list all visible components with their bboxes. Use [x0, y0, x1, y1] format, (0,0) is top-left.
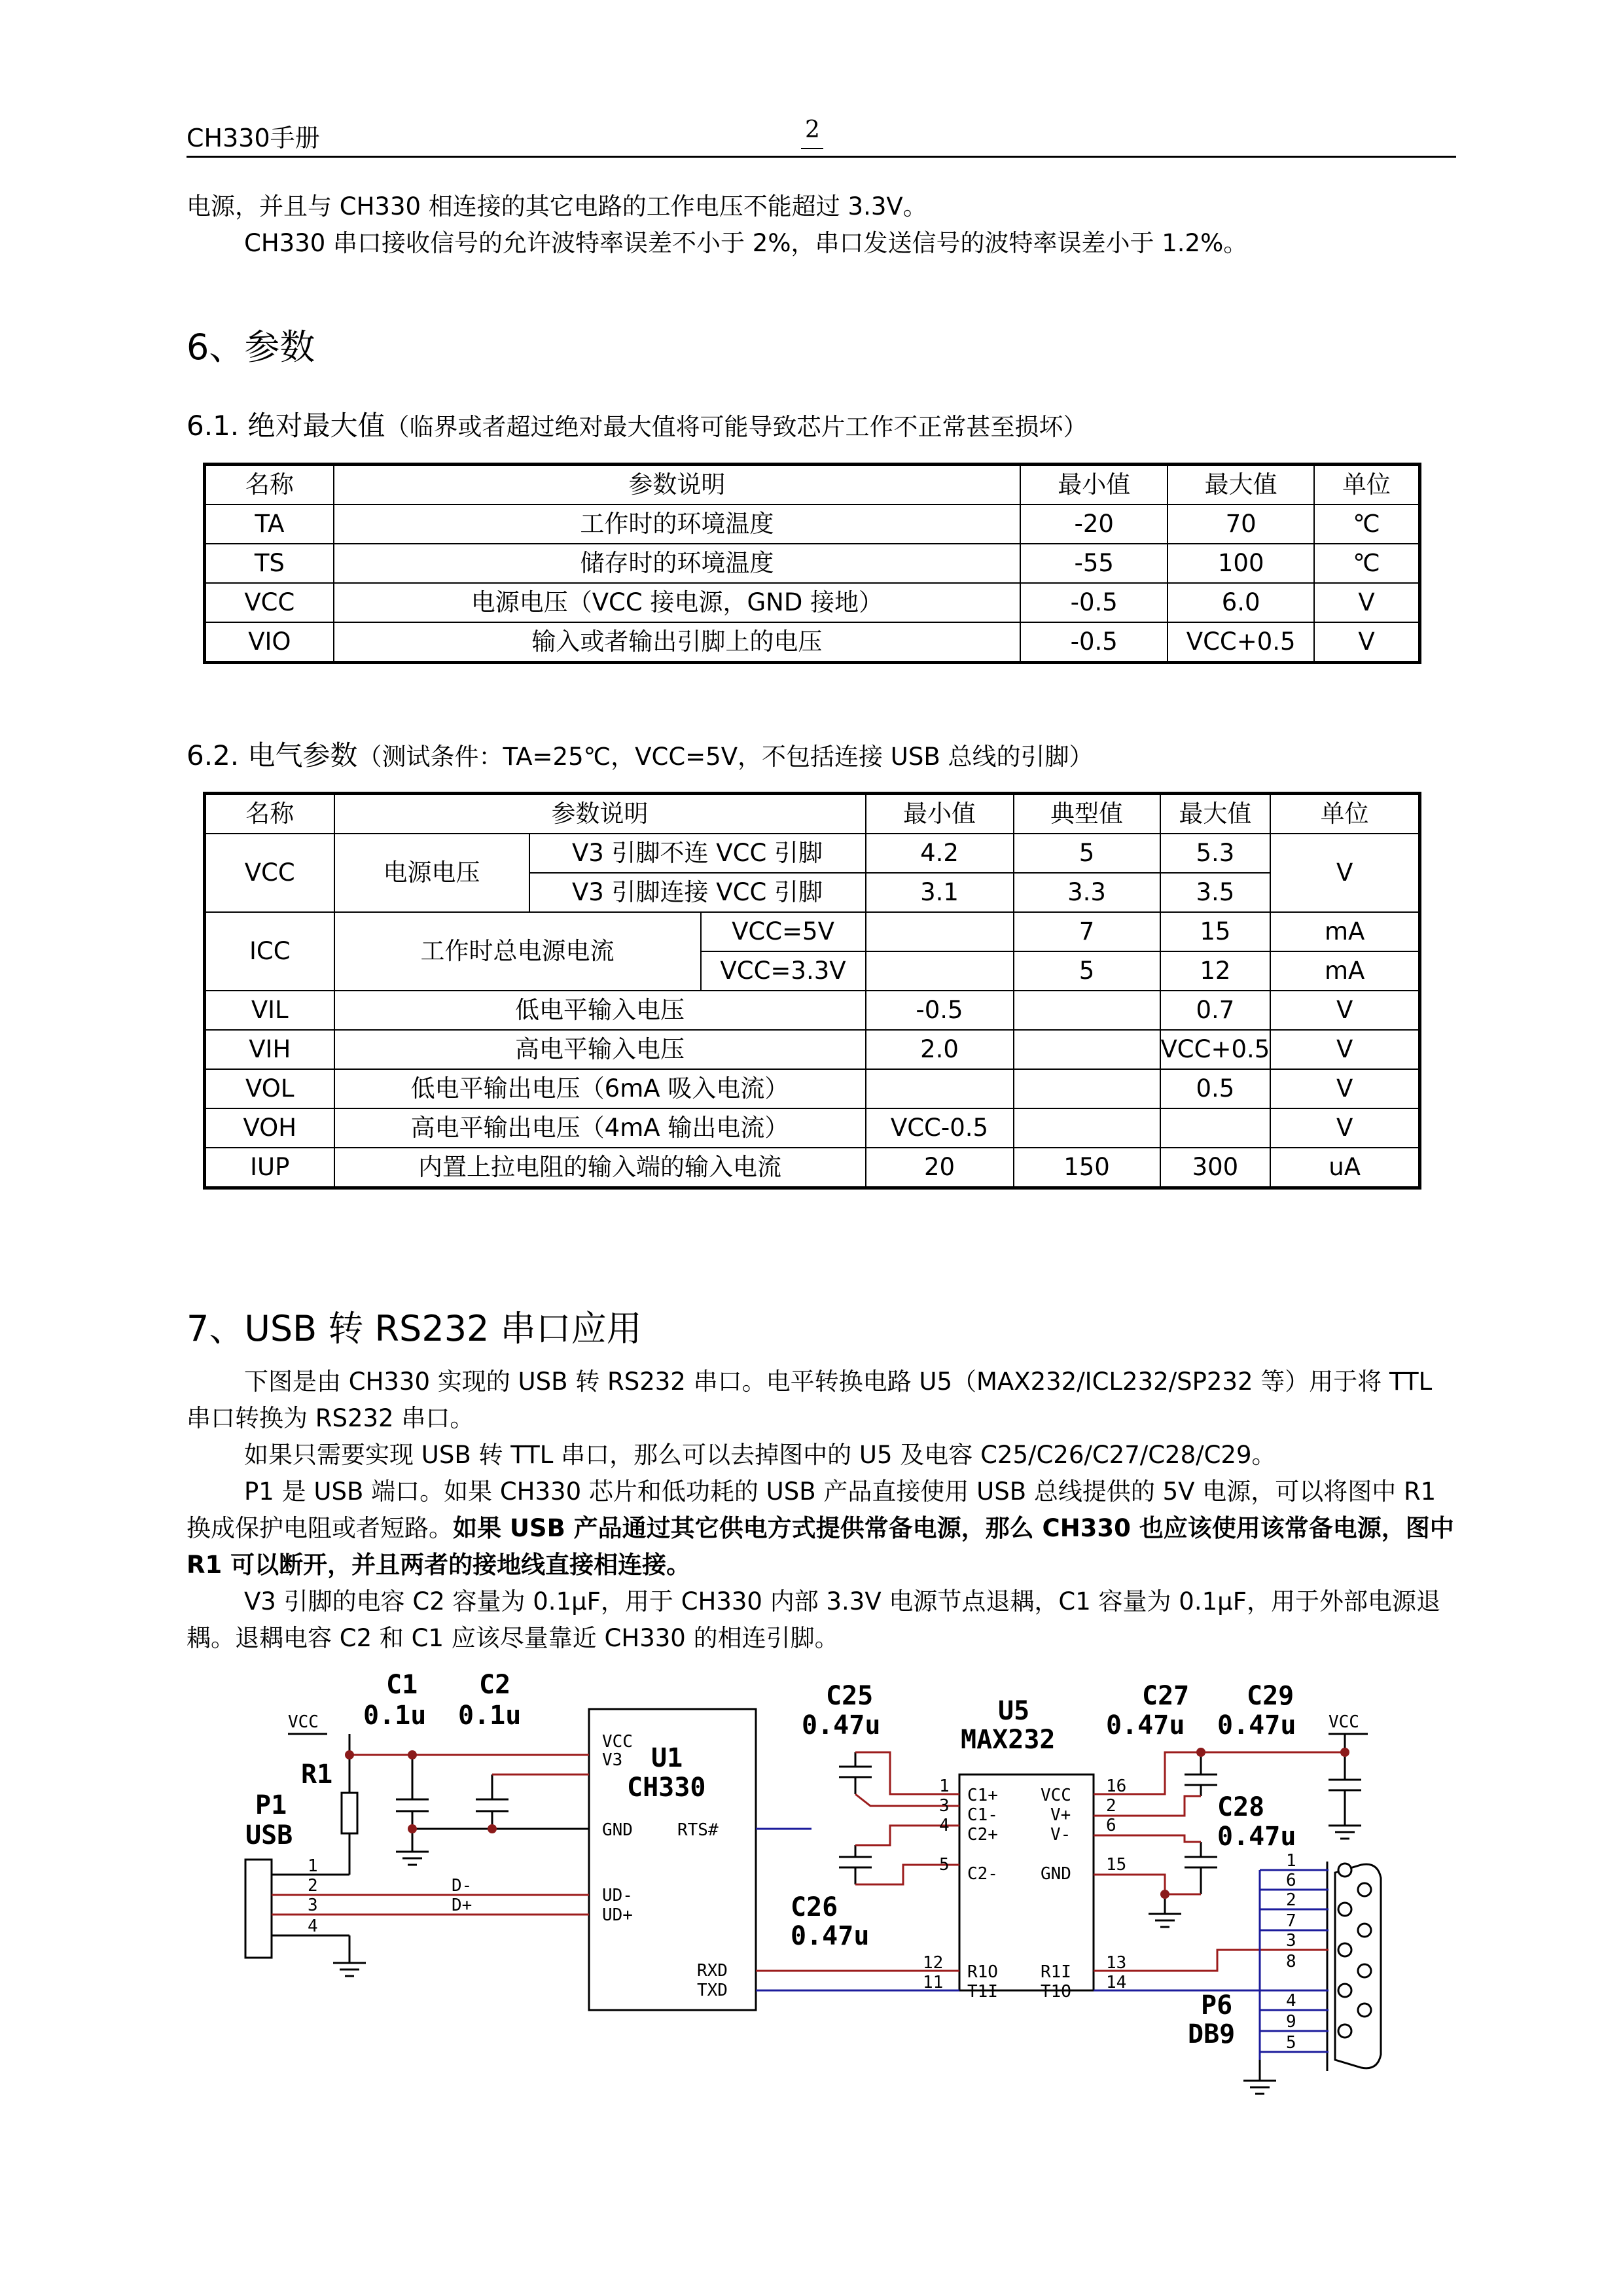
table-header-cell: 最小值	[866, 794, 1014, 834]
table-header-cell: 名称	[205, 465, 334, 505]
db9-pin	[1358, 2004, 1371, 2017]
table-header-cell: 名称	[205, 794, 334, 834]
section-7-para-4: V3 引脚的电容 C2 容量为 0.1μF，用于 CH330 内部 3.3V 电源节点退耦，C1 容量为 0.1μF，用于外部电源退耦。退耦电容 C2 和 C1 应该尽量靠近 CH330 的相连引脚。	[187, 1587, 1440, 1652]
table-cell: 内置上拉电阻的输入端的输入电流	[334, 1148, 866, 1188]
db9-pin-number: 7	[1286, 1911, 1296, 1931]
junction-dot	[345, 1750, 354, 1759]
u5-pin-c1m: C1-	[967, 1805, 998, 1825]
table-cell: VCC+0.5	[1168, 622, 1314, 663]
junction-dot	[408, 1824, 417, 1833]
u1-pin-rxd: RXD	[697, 1961, 728, 1981]
table-cell: VOH	[205, 1108, 334, 1148]
db9-pin	[1338, 1903, 1351, 1916]
table-cell: 电源电压	[334, 834, 529, 912]
table-cell: ICC	[205, 912, 334, 991]
u5-pin-r1o: R1O	[967, 1962, 998, 1982]
table-header-cell: 单位	[1314, 465, 1420, 505]
c25-name: C25	[826, 1681, 874, 1711]
u1-name: U1	[651, 1743, 683, 1773]
c28-value: 0.47u	[1217, 1822, 1296, 1852]
table-cell: 15	[1160, 912, 1271, 951]
table-cell: VCC=5V	[701, 912, 866, 951]
abs-max-title: 6.1. 绝对最大值	[187, 410, 385, 442]
p1-pin-number: 2	[308, 1876, 318, 1896]
table-header-cell: 最大值	[1168, 465, 1314, 505]
table-cell: 4.2	[866, 834, 1014, 873]
table-cell: 100	[1168, 544, 1314, 583]
electrical-title: 6.2. 电气参数	[187, 739, 358, 771]
table-cell: 工作时总电源电流	[334, 912, 701, 991]
table-cell: 0.5	[1160, 1069, 1271, 1108]
table-cell: TS	[205, 544, 334, 583]
gnd-symbol	[333, 1963, 366, 1976]
table-cell: VCC	[205, 583, 334, 622]
net-dm-label: D-	[452, 1876, 473, 1896]
vcc-label-right: VCC	[1329, 1712, 1359, 1732]
table-cell: VIO	[205, 622, 334, 663]
u1-pin-rts: RTS#	[677, 1820, 719, 1840]
u1-pin-vcc: VCC	[602, 1732, 633, 1752]
gnd-symbol	[1329, 1826, 1361, 1839]
table-cell: 输入或者输出引脚上的电压	[334, 622, 1020, 663]
gnd-symbol	[1149, 1914, 1181, 1927]
c1-value: 0.1u	[363, 1701, 427, 1731]
abs-max-note: （临界或者超过绝对最大值将可能导致芯片工作不正常甚至损坏）	[385, 413, 1088, 441]
table-cell: 70	[1168, 504, 1314, 544]
u5-pin-number: 3	[939, 1796, 950, 1816]
table-cell: 2.0	[866, 1030, 1014, 1069]
u1-pin-gnd: GND	[602, 1820, 633, 1840]
c27-name: C27	[1142, 1681, 1190, 1711]
para-3-normal: P1 是 USB 端口。如果 CH330 芯片和低功耗的 USB 产品直接使用 USB 总线提供的 5V 电源，可以将图中 R1 换成保护电阻或者短路。	[187, 1477, 1436, 1542]
table-cell: IUP	[205, 1148, 334, 1188]
table-cell: 6.0	[1168, 583, 1314, 622]
table-cell: 150	[1014, 1148, 1160, 1188]
u5-vcc-wire	[1094, 1752, 1345, 1794]
u5-pin-number: 14	[1106, 1973, 1127, 1992]
u5-vminus-wire	[1094, 1835, 1201, 1842]
r1-resistor	[342, 1793, 357, 1833]
table-cell: VCC	[205, 834, 334, 912]
u1-part: CH330	[627, 1773, 706, 1803]
db9-pin	[1358, 1883, 1371, 1896]
table-cell: 3.5	[1160, 873, 1271, 912]
table-cell: mA	[1270, 951, 1419, 991]
table-cell: V3 引脚不连 VCC 引脚	[529, 834, 866, 873]
net-dp-label: D+	[452, 1896, 473, 1915]
table-cell: ℃	[1314, 504, 1420, 544]
junction-dot	[488, 1824, 497, 1833]
p1-usb-connector	[245, 1860, 272, 1958]
table-cell: -0.5	[866, 991, 1014, 1030]
table-cell: 电源电压（VCC 接电源，GND 接地）	[334, 583, 1020, 622]
u5-pin-number: 2	[1106, 1796, 1116, 1816]
u5-pin-t1i: T1I	[967, 1982, 998, 2002]
table-cell: mA	[1270, 912, 1419, 951]
u5-pin-t1o: T1O	[1041, 1982, 1071, 2002]
junction-dot	[1340, 1748, 1349, 1757]
table-cell: V	[1270, 1030, 1419, 1069]
table-cell: VOL	[205, 1069, 334, 1108]
u5-pin-number: 4	[939, 1816, 950, 1835]
table-header-cell: 参数说明	[334, 794, 866, 834]
c26-name: C26	[791, 1892, 838, 1922]
db9-pin-number: 4	[1286, 1991, 1296, 2011]
table-cell: V	[1270, 1069, 1419, 1108]
table-cell: ℃	[1314, 544, 1420, 583]
db9-pin-number: 5	[1286, 2033, 1296, 2053]
u5-pin-number: 11	[923, 1973, 944, 1992]
table-cell: 工作时的环境温度	[334, 504, 1020, 544]
table-cell: VCC-0.5	[866, 1108, 1014, 1148]
c29-value: 0.47u	[1217, 1710, 1296, 1740]
vcc-label-left: VCC	[288, 1712, 319, 1732]
u5-pin-c1p: C1+	[967, 1786, 998, 1805]
intro-line-1: 电源，并且与 CH330 相连接的其它电路的工作电压不能超过 3.3V。	[187, 192, 927, 221]
table-header-cell: 最大值	[1160, 794, 1271, 834]
c2-name: C2	[479, 1670, 511, 1700]
u5-pin-vp: V+	[1050, 1805, 1071, 1825]
u5-pin-c2m: C2-	[967, 1864, 998, 1884]
u5-pin-number: 15	[1106, 1855, 1127, 1875]
table-header-cell: 参数说明	[334, 465, 1020, 505]
para-3-bold: 如果 USB 产品通过其它供电方式提供常备电源，那么 CH330 也应该使用该常备电源，图中 R1 可以断开，并且两者的接地线直接相连接。	[187, 1514, 1454, 1579]
p1-type: USB	[245, 1820, 293, 1850]
table-cell: V	[1314, 583, 1420, 622]
db9-pin	[1338, 1943, 1351, 1956]
db9-pin-number: 8	[1286, 1952, 1296, 1971]
p1-pin-number: 4	[308, 1916, 318, 1936]
c2-value: 0.1u	[458, 1701, 522, 1731]
table-cell: 12	[1160, 951, 1271, 991]
u5-pin-gnd: GND	[1041, 1864, 1071, 1884]
u1-pin-v3: V3	[602, 1750, 623, 1770]
p1-pin-number: 3	[308, 1896, 318, 1915]
table-cell: 5.3	[1160, 834, 1271, 873]
u5-pin-number: 16	[1106, 1776, 1127, 1796]
table-cell: -20	[1020, 504, 1168, 544]
db9-pin	[1338, 1863, 1351, 1877]
u5-part: MAX232	[961, 1725, 1056, 1755]
table-cell: uA	[1270, 1148, 1419, 1188]
table-cell: 0.7	[1160, 991, 1271, 1030]
u5-name: U5	[998, 1696, 1030, 1726]
u1-pin-udp: UD+	[602, 1905, 633, 1925]
table-cell: 高电平输入电压	[334, 1030, 866, 1069]
table-header-cell: 最小值	[1020, 465, 1168, 505]
u5-pin-r1i: R1I	[1041, 1962, 1071, 1982]
table-cell: 高电平输出电压（4mA 输出电流）	[334, 1108, 866, 1148]
junction-dot	[408, 1750, 417, 1759]
table-cell: 5	[1014, 834, 1160, 873]
p1-name: P1	[255, 1790, 287, 1820]
db9-pin-number: 1	[1286, 1851, 1296, 1871]
c26-value: 0.47u	[791, 1921, 870, 1951]
table-cell: 低电平输出电压（6mA 吸入电流）	[334, 1069, 866, 1108]
db9-pin-number: 6	[1286, 1871, 1296, 1890]
junction-dot	[1160, 1890, 1169, 1899]
u1-pin-txd: TXD	[697, 1981, 728, 2000]
p6-name: P6	[1201, 1990, 1233, 2021]
u5-pin-number: 6	[1106, 1816, 1116, 1835]
db9-pin-number: 3	[1286, 1931, 1296, 1951]
table-cell: V	[1270, 991, 1419, 1030]
table-cell: 储存时的环境温度	[334, 544, 1020, 583]
gnd-symbol	[396, 1852, 429, 1865]
table-cell: VIL	[205, 991, 334, 1030]
u5-pin-number: 5	[939, 1855, 950, 1875]
table-cell: V3 引脚连接 VCC 引脚	[529, 873, 866, 912]
junction-dot	[1196, 1748, 1205, 1757]
table-cell: 5	[1014, 951, 1160, 991]
c29-name: C29	[1247, 1681, 1294, 1711]
table-cell: V	[1270, 1108, 1419, 1148]
section-7-para-2: 如果只需要实现 USB 转 TTL 串口，那么可以去掉图中的 U5 及电容 C25/C26/C27/C28/C29。	[244, 1441, 1276, 1469]
section-6-title: 6、参数	[187, 327, 315, 368]
section-7-title: 7、USB 转 RS232 串口应用	[187, 1308, 642, 1349]
u5-pin-number: 13	[1106, 1953, 1127, 1973]
table-header-cell: 单位	[1270, 794, 1419, 834]
table-cell: 低电平输入电压	[334, 991, 866, 1030]
db9-pin	[1338, 1984, 1351, 1997]
intro-line-2: CH330 串口接收信号的允许波特率误差不小于 2%，串口发送信号的波特率误差小于 1.2%。	[244, 229, 1248, 257]
section-7-para-1: 下图是由 CH330 实现的 USB 转 RS232 串口。电平转换电路 U5（MAX232/ICL232/SP232 等）用于将 TTL 串口转换为 RS232 串口。	[187, 1368, 1433, 1432]
table-header-cell: 典型值	[1014, 794, 1160, 834]
table-cell: -0.5	[1020, 583, 1168, 622]
u5-pin-vcc: VCC	[1041, 1786, 1071, 1805]
table-cell: VIH	[205, 1030, 334, 1069]
table-cell: V	[1270, 834, 1419, 912]
db9-pin-number: 9	[1286, 2012, 1296, 2032]
db9-pin	[1358, 1924, 1371, 1937]
u1-pin-udm: UD-	[602, 1886, 633, 1905]
table-cell: 20	[866, 1148, 1014, 1188]
db9-pin	[1358, 1964, 1371, 1977]
u5-gnd-wire	[1094, 1875, 1201, 1894]
header-title: CH330手册	[187, 124, 320, 152]
u5-pin-number: 1	[939, 1776, 950, 1796]
table-cell: VCC+0.5	[1160, 1030, 1271, 1069]
page-number: 2	[805, 116, 820, 143]
table-cell: -0.5	[1020, 622, 1168, 663]
table-cell: TA	[205, 504, 334, 544]
table-cell: VCC=3.3V	[701, 951, 866, 991]
c28-name: C28	[1217, 1792, 1265, 1822]
table-cell: V	[1314, 622, 1420, 663]
u5-pin-number: 12	[923, 1953, 944, 1973]
p1-pin-number: 1	[308, 1856, 318, 1876]
c27-value: 0.47u	[1106, 1710, 1185, 1740]
table-cell: 3.3	[1014, 873, 1160, 912]
c1-name: C1	[386, 1670, 418, 1700]
db9-pin-number: 2	[1286, 1890, 1296, 1910]
table-cell: 7	[1014, 912, 1160, 951]
db9-pin	[1338, 2024, 1351, 2038]
p6-type: DB9	[1188, 2019, 1236, 2049]
r1-label: R1	[301, 1759, 333, 1790]
table-cell: -55	[1020, 544, 1168, 583]
u5-pin-c2p: C2+	[967, 1825, 998, 1845]
c25-value: 0.47u	[802, 1710, 881, 1740]
u5-pin-vm: V-	[1050, 1825, 1071, 1845]
table-cell: 300	[1160, 1148, 1271, 1188]
gnd-symbol	[1243, 2081, 1276, 2094]
table-cell: 3.1	[866, 873, 1014, 912]
electrical-note: （测试条件：TA=25℃，VCC=5V，不包括连接 USB 总线的引脚）	[357, 743, 1094, 771]
